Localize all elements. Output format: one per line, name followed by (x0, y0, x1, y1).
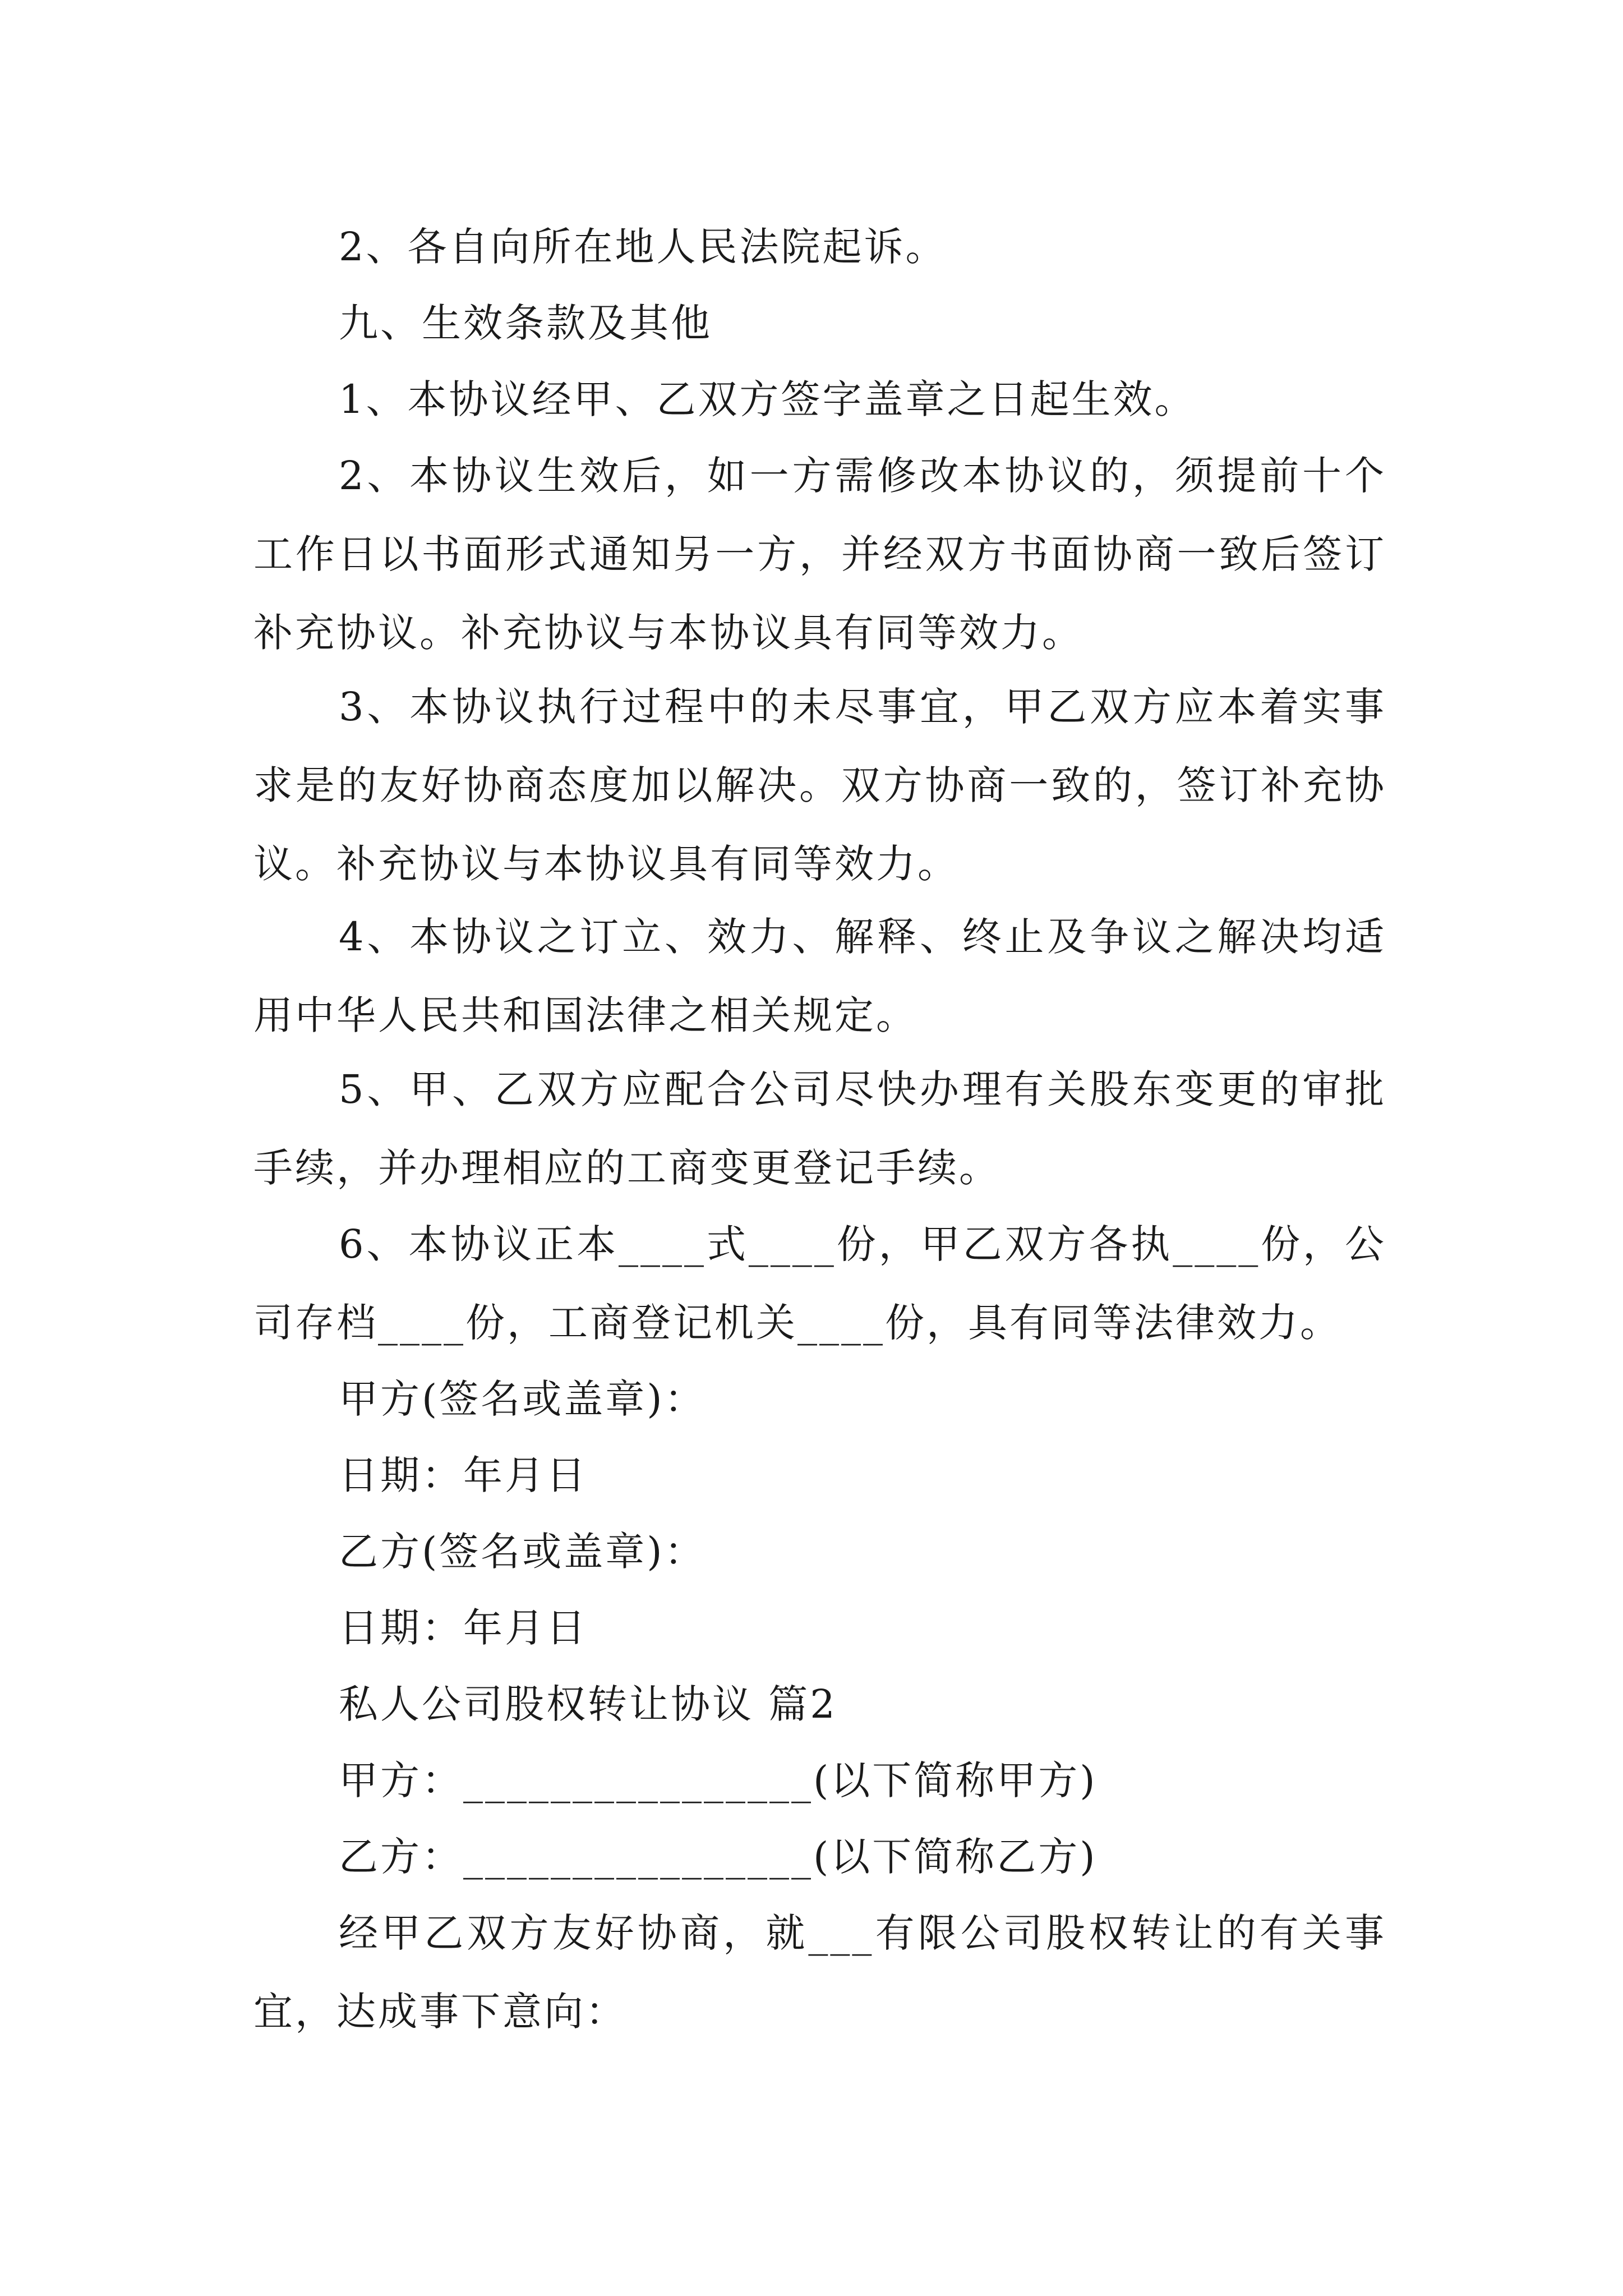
clause-effective-date: 1、本协议经甲、乙双方签字盖章之日起生效。 (339, 376, 1196, 422)
party-a-name-line: 甲方：________________(以下简称甲方) (339, 1757, 1098, 1803)
party-a-signature-line: 甲方(签名或盖章)： (339, 1376, 706, 1422)
clause-unresolved-matters: 3、本协议执行过程中的未尽事宜，甲乙双方应本着实事求是的友好协商态度加以解决。双方协商一致的，签订补充协议。补充协议与本协议具有同等效力。 (253, 684, 1386, 887)
clause-lawsuit: 2、各自向所在地人民法院起诉。 (339, 224, 947, 270)
clause-amendment: 2、本协议生效后，如一方需修改本协议的，须提前十个工作日以书面形式通知另一方，并经双方书面协商一致后签订补充协议。补充协议与本协议具有同等效力。 (253, 453, 1386, 656)
party-a-date-line: 日期：年月日 (339, 1452, 588, 1498)
agreement-title-part-2: 私人公司股权转让协议 篇2 (339, 1681, 837, 1727)
clause-copies: 6、本协议正本____式____份，甲乙双方各执____份，公司存档____份，工商登记机关____份，具有同等法律效力。 (253, 1221, 1386, 1346)
agreement-preamble: 经甲乙双方友好协商，就___有限公司股权转让的有关事宜，达成事下意向： (253, 1910, 1386, 2035)
party-b-signature-line: 乙方(签名或盖章)： (339, 1529, 706, 1575)
clause-governing-law: 4、本协议之订立、效力、解释、终止及争议之解决均适用中华人民共和国法律之相关规定。 (253, 914, 1386, 1038)
party-b-date-line: 日期：年月日 (339, 1605, 588, 1651)
party-b-name-line: 乙方：________________(以下简称乙方) (339, 1834, 1098, 1880)
clause-registration: 5、甲、乙双方应配合公司尽快办理有关股东变更的审批手续，并办理相应的工商变更登记手续。 (253, 1066, 1386, 1191)
section-heading-effectiveness: 九、生效条款及其他 (339, 300, 712, 346)
